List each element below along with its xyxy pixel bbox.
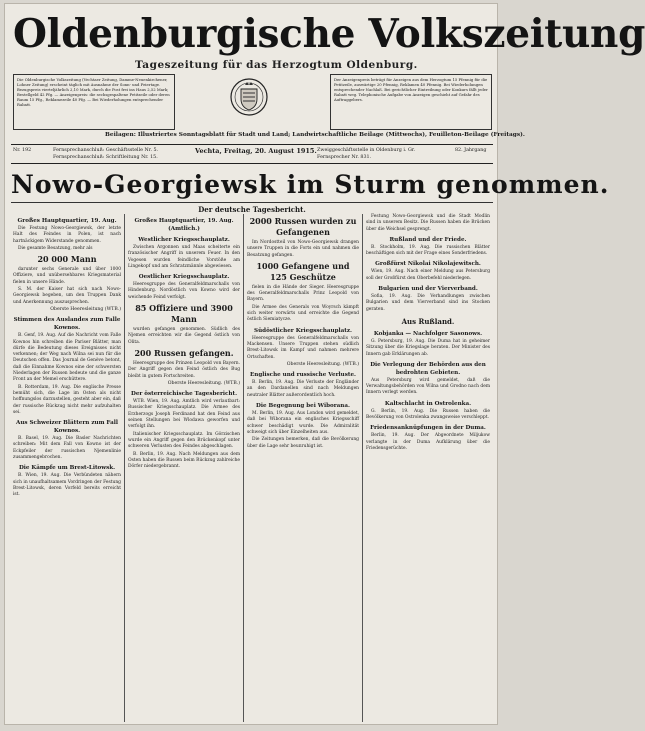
article-paragraph: Heeresgruppe des Generalfeldmarschalls von Mackensen. Unsere Truppen stehen südlich Brest-Litowsk im Kampf und nahmen mehrere Ortschaften.	[247, 335, 359, 360]
article-paragraph: Die Festung Nowo-Georgiewsk, der letzte Halt des Feindes in Polen, ist nach hartnäckigem Widerstande genommen.	[13, 226, 121, 244]
article-paragraph: Aus Petersburg wird gemeldet, daß die Verwaltungsbehörden von Wilna und Grodno nach dem Innern verlegt werden.	[366, 377, 490, 396]
supplements-line: Beilagen: Illustriertes Sonntagsblatt für Stadt und Land; Landwirtschaftliche Beilage (Mittwochs), Feuilleton-Beilage (Freitags).	[105, 132, 525, 138]
article-paragraph: G. Petersburg, 19. Aug. Die Duma hat in geheimer Sitzung über die Kriegslage beraten. Der Minister des Innern gab Erklärungen ab.	[366, 338, 490, 357]
article-heading: Südöstlicher Kriegsschauplatz.	[254, 327, 352, 334]
article-paragraph: G. Berlin, 19. Aug. Die Russen haben die Bevölkerung von Ostrolenka zwangsweise verschleppt.	[366, 408, 490, 421]
bold-figure: 2000 Russen wurden zu Gefangenen	[249, 216, 357, 237]
article-paragraph: B. Basel, 19. Aug. Die Basler Nachrichten schreiben: Mit dem Fall von Kowno ist der Eckpfeiler der russischen Njemenlinie zusammengebrochen.	[13, 436, 121, 461]
branch-office-info: Zweiggeschäftsstelle in Oldenburg i. Gr. Fernsprecher Nr. 831.	[317, 148, 416, 160]
bold-figure: 1000 Gefangene und 125 Geschütze	[256, 260, 350, 282]
column-divider	[124, 214, 125, 722]
article-paragraph: Die Armee des Generals von Woyrsch kämpft sich weiter vorwärts und erreichte die Gegend östlich Siemiatycze.	[247, 304, 359, 323]
article-heading: Der österreichische Tagesbericht.	[130, 391, 238, 398]
report-title: Der deutsche Tagesbericht.	[198, 205, 306, 214]
article-heading: Bulgarien und der Vierverband.	[378, 286, 478, 293]
coat-of-arms-icon	[228, 77, 270, 117]
column-4	[366, 214, 490, 722]
article-paragraph: Zwischen Argonnen und Maas scheiterte ein französischer Angriff in unserem Feuer. In den Vogesen wurden feindliche Vorstöße am Lingekopf und am Schratzmännle abgewiesen.	[128, 245, 240, 269]
telephone-info: Fernsprechanschluß: Geschäftsstelle Nr. 5. Fernsprechanschluß: Schriftleitung Nr. 15.	[53, 148, 159, 160]
article-paragraph: B. Berlin, 19. Aug. Die Verluste der Engländer an den Dardanellen sind nach Meldungen neutraler Blätter außerordentlich hoch.	[247, 380, 359, 398]
column-divider	[243, 214, 244, 722]
column-divider	[362, 214, 363, 722]
article-paragraph: WTB. Wien, 19. Aug. Amtlich wird verlautbart: Russischer Kriegsschauplatz. Die Armee des Erzherzogs Joseph Ferdinand hat den Feind aus seinen Stellungen bei Wlodawa geworfen und verfolgt ihn.	[128, 399, 240, 430]
article-heading: Aus Schweizer Blättern zum Fall Kownos.	[16, 420, 118, 435]
article-heading: Großes Hauptquartier, 19. Aug. (Amtlich.)	[134, 218, 234, 232]
article-heading: Stimmen des Auslandes zum Falle Kownos.	[13, 317, 121, 332]
masthead	[13, 10, 645, 58]
masthead-subtitle: Tageszeitung für das Herzogtum Oldenburg.	[135, 59, 418, 71]
article-paragraph: S. M. der Kaiser hat sich nach Nowo-Georgiewsk begeben, um den Truppen Dank und Anerkennung auszusprechen.	[13, 287, 121, 305]
article-heading: Die Begegnung bei Wiborana.	[256, 403, 350, 410]
signature-line: Oberste Heeresleitung (WTB.)	[50, 306, 121, 312]
article-paragraph: B. Berlin, 19. Aug. Nach Meldungen aus dem Osten haben die Russen beim Rückzug zahlreiche Dörfer niedergebrannt.	[128, 451, 240, 470]
article-paragraph: B. Stockholm, 19. Aug. Die russischen Blätter beschäftigen sich mit der Frage eines Sonderfriedens.	[366, 244, 490, 257]
article-paragraph: Italienischer Kriegsschauplatz. Im Görzischen wurde ein Angriff gegen den Brückenkopf unter schweren Verlusten des Feindes abgeschlagen.	[128, 431, 240, 450]
advertising-info-box: Der Anzeigenpreis beträgt für Anzeigen aus dem Herzogtum 15 Pfennig für die Petitzeile, auswärtige 20 Pfennig, Reklamen 40 Pfennig. Bei Wiederholungen entsprechender Nachlaß. Bei gerichtlicher Eintreibung oder Konkurs fällt jeder Rabatt weg. Telephonische Aufgabe von Anzeigen geschieht auf Gefahr des Auftraggebers.	[330, 74, 492, 130]
article-paragraph: B. Wien, 19. Aug. Die Verbündeten nähern sich in unaufhaltsamem Vordringen der Festung Brest-Litowsk, deren Vorfeld bereits erreicht ist.	[13, 473, 121, 498]
main-headline: Nowo-Georgiewsk im Sturm genommen.	[11, 170, 610, 199]
column-1	[13, 214, 121, 722]
issue-number: Nr. 192	[13, 148, 32, 153]
article-paragraph: Im Nordostteil von Nowo-Georgiewsk drangen unsere Truppen in die Forts ein und nahmen die Besatzung gefangen.	[247, 240, 359, 258]
article-paragraph: M. Berlin, 19. Aug. Aus London wird gemeldet, daß bei Wiborana ein englisches Kriegsschiff schwer beschädigt wurde. Die Admiralität schweigt sich über Einzelheiten aus.	[247, 411, 359, 435]
signature-line: Oberste Heeresleitung. (WTB.)	[167, 380, 240, 386]
article-heading: Friedensanknüpfungen in der Duma.	[370, 425, 486, 432]
article-heading: Die Verlegung der Behörden aus den bedrohten Gebieten.	[370, 361, 486, 376]
signature-line: Oberste Heeresleitung. (WTB.)	[286, 361, 359, 367]
newspaper-page	[4, 3, 645, 725]
article-heading: Englische und russische Verluste.	[250, 372, 356, 379]
article-heading: Großfürst Nikolai Nikolajewitsch.	[375, 261, 481, 268]
headline-rule	[11, 202, 493, 203]
article-heading: Die Kämpfe um Brest-Litowsk.	[18, 465, 116, 472]
volume-number: 82. Jahrgang	[455, 148, 487, 153]
article-heading: Oestlicher Kriegsschauplatz.	[138, 274, 230, 281]
article-paragraph: darunter sechs Generale und über 1000 Offiziere, und unübersehbares Kriegsmaterial fielen in unsere Hände.	[13, 267, 121, 285]
section-heading: Aus Rußland.	[401, 316, 455, 326]
issue-info-bar	[11, 144, 493, 164]
article-heading: Kaltschlacht in Ostrolenka.	[384, 400, 472, 407]
article-paragraph: Festung Nowo-Georgiewsk und die Stadt Modlin sind in unserem Besitz. Die Russen haben die Brücken über die Weichsel gesprengt.	[366, 214, 490, 232]
article-paragraph: Heeresgruppe des Prinzen Leopold von Bayern. Der Angriff gegen den Feind östlich des Bug bleibt in gutem Fortschreiten.	[128, 360, 240, 379]
column-2	[128, 214, 240, 722]
bold-figure: 85 Offiziere und 3900 Mann	[135, 303, 233, 325]
article-paragraph: wurden gefangen genommen. Südlich des Njemen erreichten wir die Gegend östlich von Olita.	[128, 327, 240, 345]
masthead-title: Oldenburgische Volkszeitung	[13, 11, 645, 57]
article-paragraph: Sofia, 19. Aug. Die Verhandlungen zwischen Bulgarien und dem Vierverband sind ins Stocken geraten.	[366, 294, 490, 312]
subscription-info-box: Die Oldenburgische Volkszeitung (Vechtaer Zeitung, Damme-Neuenkirchener, Lohner Zeitung) erscheint täglich mit Ausnahme der Sonn- und Feiertage. Bezugspreis vierteljährlich 2,10 Mark, durch die Post frei ins Haus 2,52 Mark; Bestellgeld 42 Pfg. — Anzeigenpreis: die sechsgespaltene Petitzeile oder deren Raum 15 Pfg., Reklamezeile 40 Pfg. — Bei Wiederholungen entsprechender Rabatt.	[13, 74, 175, 130]
bold-figure: 20 000 Mann	[37, 254, 97, 265]
article-heading: Großes Hauptquartier, 19. Aug.	[17, 218, 117, 224]
dateline: Vechta, Freitag, 20. August 1915.	[195, 147, 317, 155]
article-paragraph: Wien, 19. Aug. Nach einer Meldung aus Petersburg soll der Großfürst den Oberbefehl niederlegen.	[366, 269, 490, 281]
article-heading: Rußland und der Friede.	[389, 236, 467, 243]
article-paragraph: Die Zeitungen bemerken, daß die Bevölkerung über die Lage sehr beunruhigt ist.	[247, 437, 359, 449]
column-3	[247, 214, 359, 722]
article-heading: Kobjanka — Nachfolger Sasonows.	[373, 330, 483, 337]
article-paragraph: Heeresgruppe des Generalfeldmarschalls von Hindenburg. Nordöstlich von Kowno wird der weichende Feind verfolgt.	[128, 282, 240, 300]
article-paragraph: Die gesamte Besatzung, mehr als	[18, 245, 93, 251]
article-heading: Westlicher Kriegsschauplatz.	[138, 237, 230, 243]
article-paragraph: B. Rotterdam, 19. Aug. Die englische Presse bemüht sich, die Lage im Osten als nicht hoffnungslos darzustellen, gesteht aber ein, daß der russische Rückzug nicht mehr aufzuhalten sei.	[13, 384, 121, 415]
bold-figure: 200 Russen gefangen.	[134, 347, 234, 358]
article-paragraph: B. Genf, 19. Aug. Auf die Nachricht vom Falle Kownos hin schreiben die Pariser Blätter, man dürfe die Bedeutung dieses Ereignisses nicht verkennen; der Weg nach Wilna sei nun für die Deutschen offen. Das Journal de Genève betont, daß die Einnahme Kownos eine der schwersten Niederlagen der Russen bedeute und die ganze Front an der Memel erschüttere.	[13, 333, 121, 383]
article-paragraph: fielen in die Hände der Sieger. Heeresgruppe des Generalfeldmarschalls Prinz Leopold von Bayern.	[247, 284, 359, 303]
article-paragraph: Berlin, 19. Aug. Der Abgeordnete Miljukow verlangte in der Duma Aufklärung über die Friedensgerüchte.	[366, 433, 490, 451]
